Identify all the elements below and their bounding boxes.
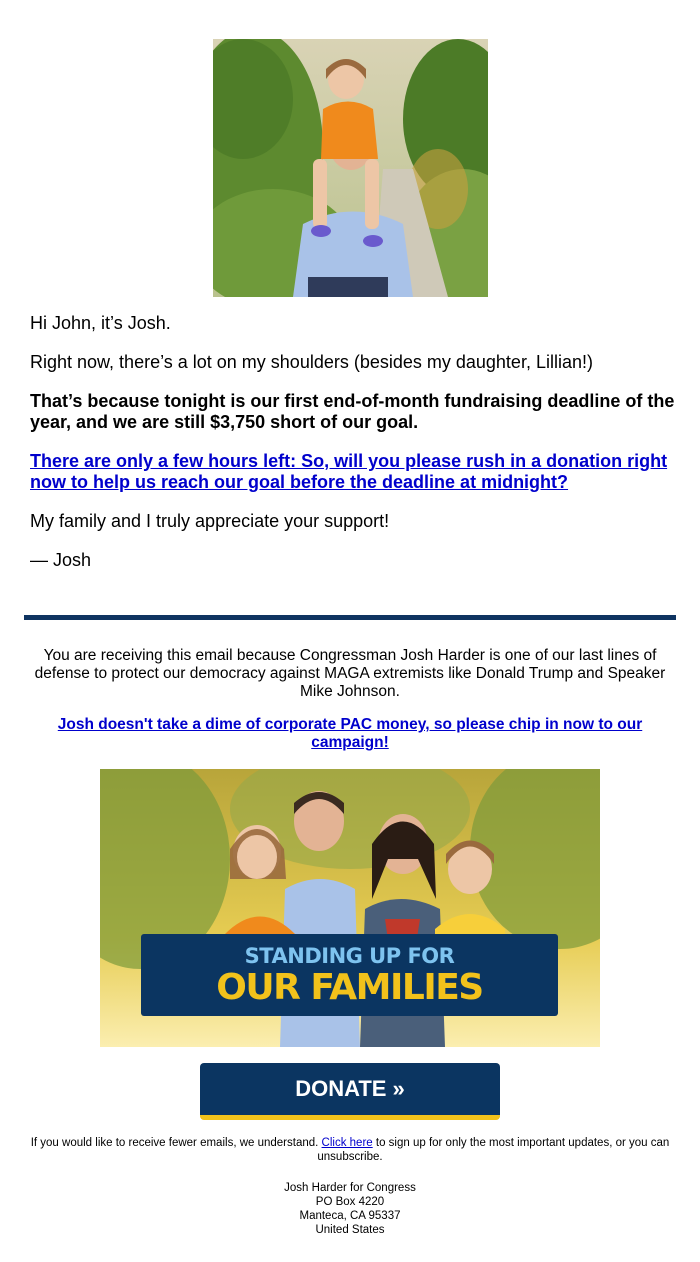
click-here-link[interactable]: Click here xyxy=(321,1137,373,1149)
paragraph-shoulders: Right now, there’s a lot on my shoulders (besides my daughter, Lillian!) xyxy=(30,352,593,372)
mailing-address xyxy=(200,1181,500,1237)
fewer-emails-pre: If you would like to receive fewer emails, we understand. xyxy=(30,1137,322,1149)
footer-cta xyxy=(40,716,660,752)
chip-in-link[interactable]: Josh doesn't take a dime of corporate PAC money, so please chip in now to our campaign! xyxy=(57,716,643,751)
address-country: United States xyxy=(315,1224,385,1236)
paragraph-deadline: That’s because tonight is our first end-of-month fundraising deadline of the year, and we are still $3,750 short of our goal. xyxy=(30,391,675,432)
address-po-box: PO Box 4220 xyxy=(315,1196,385,1208)
hero-photo xyxy=(213,39,488,297)
donate-button[interactable]: DONATE » xyxy=(200,1063,500,1120)
donation-link[interactable]: There are only a few hours left: So, will you please rush in a donation right now to help us reach our goal before the deadline at midnight? xyxy=(30,451,668,492)
greeting: Hi John, it’s Josh. xyxy=(30,313,171,333)
letter-body xyxy=(30,313,675,589)
address-org: Josh Harder for Congress xyxy=(284,1182,416,1194)
banner-title-line2: OUR FAMILIES xyxy=(216,967,483,1008)
family-banner[interactable] xyxy=(100,769,600,1047)
signoff: — Josh xyxy=(30,550,92,570)
fewer-emails-post: to sign up for only the most important updates, or you can unsubscribe. xyxy=(317,1137,670,1163)
address-city: Manteca, CA 95337 xyxy=(299,1210,401,1222)
fewer-emails-notice xyxy=(20,1136,680,1164)
footer-divider xyxy=(24,615,676,620)
banner-plate xyxy=(141,934,558,1016)
banner-title-line1: STANDING UP FOR xyxy=(244,944,455,968)
footer-reason: You are receiving this email because Congressman Josh Harder is one of our last lines of defense to protect our democracy against MAGA extremists like Donald Trump and Speaker Mike Johnson. xyxy=(34,647,666,700)
paragraph-appreciation: My family and I truly appreciate your support! xyxy=(30,511,390,531)
